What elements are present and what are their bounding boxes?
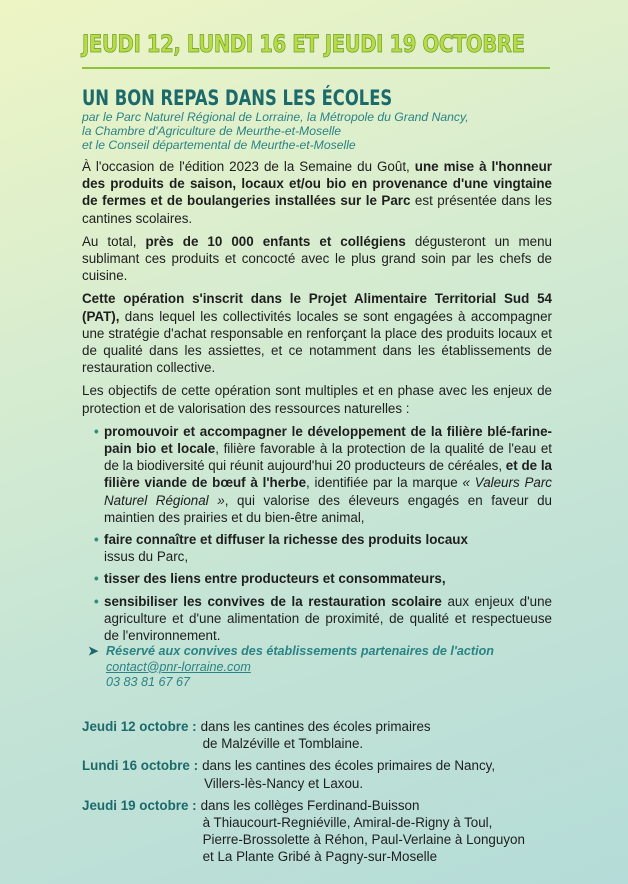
schedule-line: Pierre-Brossolette à Réhon, Paul-Verlaine à Longuyon	[202, 832, 525, 848]
subtitle-line: et le Conseil départemental de Meurthe-et-Moselle	[82, 138, 356, 152]
schedule-line: dans les collèges Ferdinand-Buisson	[200, 797, 420, 813]
bullet-icon: •	[94, 593, 99, 609]
emphasis-text: près de 10 000 enfants et collégiens	[145, 233, 406, 249]
subtitle-line: par le Parc Naturel Régional de Lorraine, la Métropole du Grand Nancy,	[82, 110, 469, 124]
contact-email-link[interactable]: contact@pnr-lorraine.com	[106, 659, 251, 674]
text-run: Les objectifs de cette opération sont multiples et en phase avec les enjeux de protection et de valorisation des ressources naturelles :	[82, 383, 552, 416]
schedule	[82, 718, 552, 871]
schedule-date: Jeudi 12 octobre :	[82, 719, 197, 734]
emphasis-text: et de la filière viande de bœuf à l'herbe	[104, 458, 552, 491]
header-divider	[82, 67, 550, 69]
paragraph	[82, 158, 552, 227]
schedule-row	[82, 797, 552, 866]
schedule-line: de Malzéville et Tomblaine.	[202, 736, 364, 752]
schedule-line: dans les cantines des écoles primaires de Nancy,	[202, 758, 496, 774]
text-run: , qui valorise des éleveurs engagés en faveur du maintien des prairies et du bien-être animal,	[104, 492, 552, 525]
schedule-line: et La Plante Gribé à Pagny-sur-Moselle	[202, 849, 438, 865]
reserved-notice	[88, 644, 494, 691]
list-item	[94, 531, 552, 565]
schedule-date: Jeudi 19 octobre :	[82, 797, 197, 813]
emphasis-text: une mise à l'honneur des produits de saison, locaux et/ou bio en provenance d'une vingtaine de fermes et de boulangeries installées sur le Parc	[82, 159, 552, 209]
schedule-row	[82, 718, 552, 752]
subtitle-line: la Chambre d'Agriculture de Meurthe-et-Moselle	[82, 124, 342, 138]
emphasis-text: promouvoir et accompagner le développement de la filière blé-farine-pain bio et locale	[104, 423, 552, 457]
header-title: JEUDI 12, LUNDI 16 ET JEUDI 19 OCTOBRE	[82, 30, 525, 58]
emphasis-text: tisser des liens entre producteurs et consommateurs,	[104, 571, 446, 587]
list-item	[94, 593, 552, 645]
paragraph	[82, 233, 552, 285]
section-title: UN BON REPAS DANS LES ÉCOLES	[82, 86, 393, 110]
contact-phone: 03 83 81 67 67	[106, 675, 191, 689]
schedule-line: à Thiaucourt-Regniéville, Amiral-de-Rigny à Toul,	[202, 815, 493, 831]
schedule-details	[197, 797, 525, 866]
list-item	[94, 570, 552, 587]
text-run: Au total,	[82, 233, 146, 249]
text-run: est présentée dans les cantines scolaires.	[82, 193, 552, 226]
emphasis-text: sensibiliser les convives de la restauration scolaire	[104, 593, 442, 609]
text-run: issus du Parc,	[104, 549, 189, 565]
list-item	[94, 423, 552, 526]
text-run: À l'occasion de l'édition 2023 de la Semaine du Goût,	[82, 159, 415, 174]
section-subtitle	[82, 110, 469, 152]
reserved-title: Réservé aux convives des établissements partenaires de l'action	[106, 644, 494, 658]
objectives-list	[82, 423, 552, 644]
schedule-row	[82, 757, 552, 791]
text-run: , filière favorable à la protection de la qualité de l'eau et de la biodiversité qui réunit aujourd'hui 20 producteurs de céréales,	[104, 441, 552, 474]
text-run: , identifiée par la marque	[306, 475, 463, 491]
text-run: dans lequel les collectivités locales se sont engagées à accompagner une stratégie d'achat responsable en renforçant la place des produits locaux et de qualité dans les assiettes, et ce notamment dans les établissements de restauration collective.	[82, 308, 552, 376]
paragraph	[82, 290, 552, 376]
schedule-date: Lundi 16 octobre :	[82, 758, 199, 774]
schedule-details	[197, 718, 431, 752]
schedule-line: Villers-lès-Nancy et Laxou.	[204, 775, 364, 791]
emphasis-text: Cette opération s'inscrit dans le Projet Alimentaire Territorial Sud 54 (PAT),	[82, 291, 552, 324]
schedule-line: dans les cantines des écoles primaires	[200, 719, 431, 734]
emphasis-text: faire connaître et diffuser la richesse des produits locaux	[104, 532, 468, 548]
paragraph	[82, 382, 552, 416]
schedule-details	[198, 757, 495, 791]
bullet-icon: •	[94, 571, 99, 587]
body-text	[82, 158, 552, 649]
bullet-icon: •	[94, 532, 99, 548]
bullet-icon: •	[94, 423, 99, 439]
arrow-right-icon: ➤	[88, 644, 99, 658]
paragraphs	[82, 158, 552, 417]
text-run: aux enjeux d'une agriculture et d'une alimentation de proximité, de qualité et respectueuse de l'environnement.	[104, 593, 552, 644]
text-run: « Valeurs Parc Naturel Régional »	[104, 475, 552, 508]
text-run: dégusteront un menu sublimant ces produits et concocté avec le plus grand soin par les chefs de cuisine.	[82, 233, 552, 284]
